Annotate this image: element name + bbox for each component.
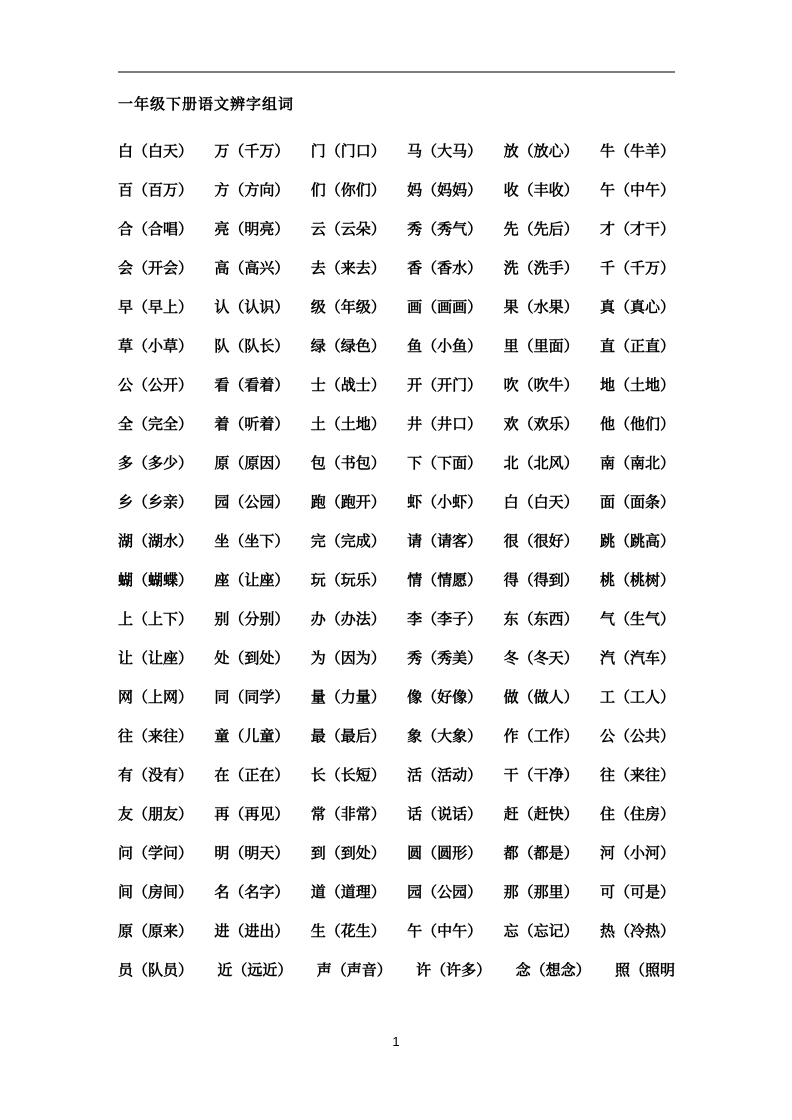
word-pair: 请（请客） (407, 533, 483, 550)
word-pair: 公（公开） (118, 377, 194, 394)
word-pair: 可（可是） (599, 884, 675, 901)
word-pair: 早（早上） (118, 299, 194, 316)
word-row (118, 404, 675, 443)
word-pair: 白（白天） (503, 494, 579, 511)
word-pair: 往（来往） (599, 767, 675, 784)
word-pair: 会（开会） (118, 260, 194, 277)
word-pair: 原（原因） (214, 455, 290, 472)
word-pair: 网（上网） (118, 689, 194, 706)
word-pair: 做（做人） (503, 689, 579, 706)
word-row (118, 755, 675, 794)
word-pair: 香（香水） (407, 260, 483, 277)
word-pair: 住（住房） (599, 806, 675, 823)
word-pair: 真（真心） (599, 299, 675, 316)
word-row (118, 833, 675, 872)
word-row (118, 638, 675, 677)
word-pair: 长（长短） (310, 767, 386, 784)
word-row (118, 326, 675, 365)
word-pair: 欢（欢乐） (503, 416, 579, 433)
word-pair: 公（公共） (599, 728, 675, 745)
word-row (118, 209, 675, 248)
word-pair: 道（道理） (310, 884, 386, 901)
word-pair: 都（都是） (503, 845, 579, 862)
word-pair: 象（大象） (407, 728, 483, 745)
word-pair: 那（那里） (503, 884, 579, 901)
word-pair: 间（房间） (118, 884, 194, 901)
word-pair: 活（活动） (407, 767, 483, 784)
word-pair: 河（小河） (599, 845, 675, 862)
word-pair: 办（办法） (310, 611, 386, 628)
word-pair: 看（看着） (214, 377, 290, 394)
word-table (118, 131, 675, 989)
word-pair: 汽（汽车） (599, 650, 675, 667)
word-pair: 北（北风） (503, 455, 579, 472)
word-pair: 方（方向） (214, 182, 290, 199)
word-pair: 全（完全） (118, 416, 194, 433)
word-pair: 忘（忘记） (503, 923, 579, 940)
word-pair: 里（里面） (503, 338, 579, 355)
word-row (118, 482, 675, 521)
word-pair: 量（力量） (310, 689, 386, 706)
word-pair: 高（高兴） (214, 260, 290, 277)
word-pair: 南（南北） (599, 455, 675, 472)
word-pair: 百（百万） (118, 182, 194, 199)
word-pair: 去（来去） (310, 260, 386, 277)
word-pair: 收（丰收） (503, 182, 579, 199)
word-pair: 园（公园） (407, 884, 483, 901)
word-pair: 桃（桃树） (599, 572, 675, 589)
word-pair: 明（明天） (214, 845, 290, 862)
word-pair: 为（因为） (310, 650, 386, 667)
word-pair: 果（水果） (503, 299, 579, 316)
word-pair: 地（土地） (599, 377, 675, 394)
word-pair: 级（年级） (310, 299, 386, 316)
word-pair: 问（学问） (118, 845, 194, 862)
word-pair: 许（许多） (416, 962, 492, 979)
word-pair: 乡（乡亲） (118, 494, 194, 511)
word-pair: 千（千万） (599, 260, 675, 277)
word-pair: 完（完成） (310, 533, 386, 550)
word-pair: 合（合唱） (118, 221, 194, 238)
word-row (118, 131, 675, 170)
word-pair: 童（儿童） (214, 728, 290, 745)
word-pair: 李（李子） (407, 611, 483, 628)
word-pair: 友（朋友） (118, 806, 194, 823)
word-pair: 湖（湖水） (118, 533, 194, 550)
word-pair: 下（下面） (407, 455, 483, 472)
word-pair: 座（让座） (214, 572, 290, 589)
word-pair: 跑（跑开） (310, 494, 386, 511)
word-pair: 东（东西） (503, 611, 579, 628)
word-pair: 牛（牛羊） (599, 143, 675, 160)
word-pair: 他（他们） (599, 416, 675, 433)
word-pair: 情（情愿） (407, 572, 483, 589)
word-pair: 工（工人） (599, 689, 675, 706)
word-pair: 包（书包） (310, 455, 386, 472)
word-pair: 往（来往） (118, 728, 194, 745)
word-pair: 再（再见） (214, 806, 290, 823)
word-pair: 着（听着） (214, 416, 290, 433)
word-pair: 有（没有） (118, 767, 194, 784)
word-pair: 声（声音） (316, 962, 392, 979)
word-pair: 妈（妈妈） (407, 182, 483, 199)
word-pair: 话（说话） (407, 806, 483, 823)
word-row (118, 365, 675, 404)
word-row (118, 716, 675, 755)
word-pair: 像（好像） (407, 689, 483, 706)
word-pair: 秀（秀气） (407, 221, 483, 238)
word-pair: 吹（吹牛） (503, 377, 579, 394)
word-pair: 午（中午） (599, 182, 675, 199)
word-pair: 同（同学） (214, 689, 290, 706)
word-pair: 赶（赶快） (503, 806, 579, 823)
word-pair: 多（多少） (118, 455, 194, 472)
word-row (118, 560, 675, 599)
word-pair: 云（云朵） (310, 221, 386, 238)
word-pair: 照（照明 (614, 962, 675, 979)
word-pair: 坐（坐下） (214, 533, 290, 550)
word-row (118, 950, 675, 989)
word-pair: 万（千万） (214, 143, 290, 160)
word-pair: 处（到处） (214, 650, 290, 667)
word-pair: 虾（小虾） (407, 494, 483, 511)
word-pair: 园（公园） (214, 494, 290, 511)
word-pair: 玩（玩乐） (310, 572, 386, 589)
word-pair: 干（干净） (503, 767, 579, 784)
word-pair: 蝴（蝴蝶） (118, 572, 194, 589)
word-pair: 队（队长） (214, 338, 290, 355)
word-pair: 士（战士） (310, 377, 386, 394)
word-pair: 近（远近） (217, 962, 293, 979)
word-pair: 原（原来） (118, 923, 194, 940)
word-row (118, 911, 675, 950)
word-pair: 草（小草） (118, 338, 194, 355)
word-pair: 先（先后） (503, 221, 579, 238)
word-pair: 门（门口） (310, 143, 386, 160)
word-row (118, 443, 675, 482)
word-pair: 画（画画） (407, 299, 483, 316)
word-pair: 生（花生） (310, 923, 386, 940)
word-pair: 圆（圆形） (407, 845, 483, 862)
word-pair: 井（井口） (407, 416, 483, 433)
word-pair: 念（想念） (515, 962, 591, 979)
word-pair: 冬（冬天） (503, 650, 579, 667)
word-row (118, 521, 675, 560)
word-pair: 开（开门） (407, 377, 483, 394)
word-pair: 白（白天） (118, 143, 194, 160)
word-pair: 作（工作） (503, 728, 579, 745)
page-number: 1 (392, 1034, 400, 1049)
word-pair: 才（才干） (599, 221, 675, 238)
word-pair: 面（面条） (599, 494, 675, 511)
word-pair: 土（土地） (310, 416, 386, 433)
word-pair: 名（名字） (214, 884, 290, 901)
word-pair: 员（队员） (118, 962, 194, 979)
word-pair: 秀（秀美） (407, 650, 483, 667)
word-pair: 洗（洗手） (503, 260, 579, 277)
word-row (118, 248, 675, 287)
word-row (118, 872, 675, 911)
word-pair: 上（上下） (118, 611, 194, 628)
word-pair: 在（正在） (214, 767, 290, 784)
word-pair: 马（大马） (407, 143, 483, 160)
word-pair: 放（放心） (503, 143, 579, 160)
word-pair: 让（让座） (118, 650, 194, 667)
word-pair: 很（很好） (503, 533, 579, 550)
word-pair: 到（到处） (310, 845, 386, 862)
word-pair: 进（进出） (214, 923, 290, 940)
word-row (118, 170, 675, 209)
word-pair: 午（中午） (407, 923, 483, 940)
word-pair: 别（分别） (214, 611, 290, 628)
word-row (118, 794, 675, 833)
word-pair: 最（最后） (310, 728, 386, 745)
word-pair: 们（你们） (310, 182, 386, 199)
word-pair: 跳（跳高） (599, 533, 675, 550)
header-divider (118, 71, 675, 73)
word-pair: 绿（绿色） (310, 338, 386, 355)
word-row (118, 287, 675, 326)
page-title: 一年级下册语文辨字组词 (118, 96, 295, 113)
word-row (118, 599, 675, 638)
word-pair: 鱼（小鱼） (407, 338, 483, 355)
word-pair: 常（非常） (310, 806, 386, 823)
word-pair: 得（得到） (503, 572, 579, 589)
word-pair: 热（冷热） (599, 923, 675, 940)
word-pair: 认（认识） (214, 299, 290, 316)
word-pair: 直（正直） (599, 338, 675, 355)
word-pair: 亮（明亮） (214, 221, 290, 238)
word-row (118, 677, 675, 716)
word-pair: 气（生气） (599, 611, 675, 628)
